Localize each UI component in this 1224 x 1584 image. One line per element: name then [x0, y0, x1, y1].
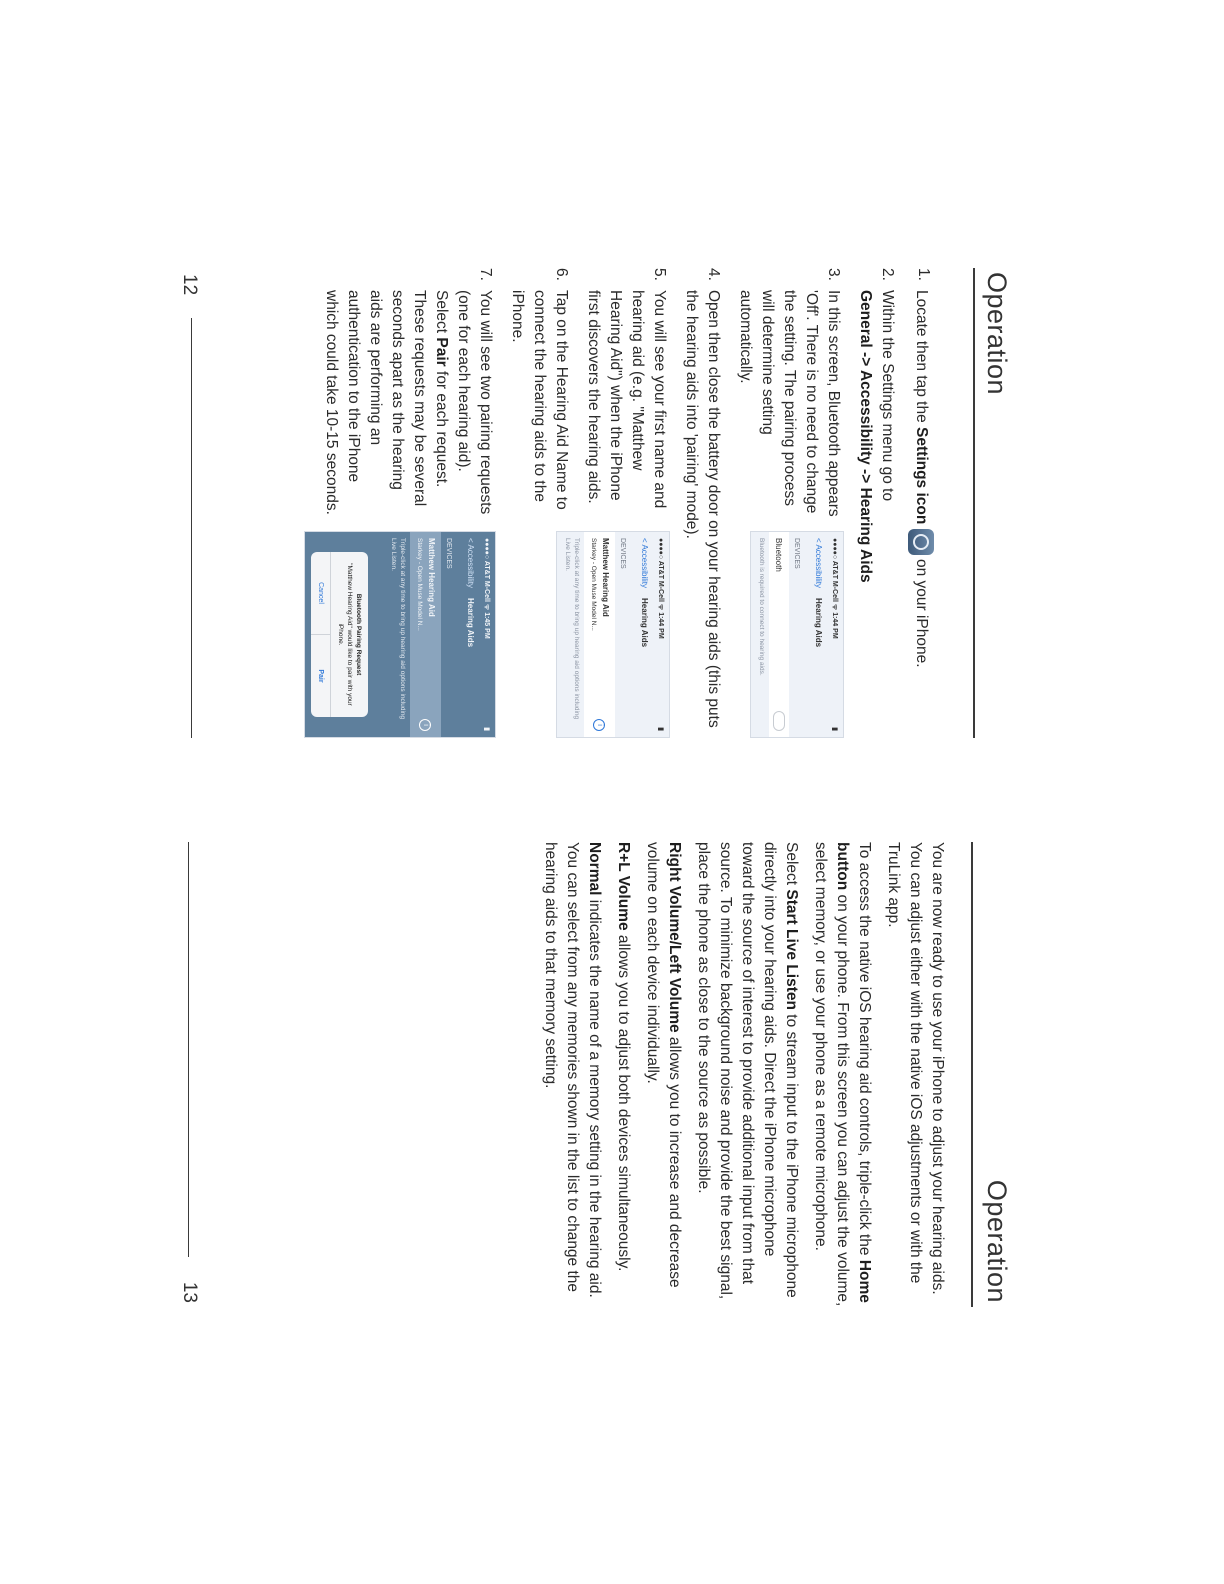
live-listen-paragraph: Select Start Live Listen to stream input to the iPhone microphone directly into your hearing aids. Direct the iPhone microphone toward the source of interest to provide additional input from that source. To minimize background noise and provide the best signal, place the phone as close to the source as possible. — [695, 842, 800, 1300]
back-link[interactable]: < Accessibility — [814, 538, 823, 589]
step-2: 2. Within the Settings menu go to General -> Accessibility -> Hearing Aids — [857, 268, 896, 583]
right-page-body — [532, 842, 948, 1307]
battery-icon: ▮ — [483, 727, 490, 731]
screenshot-bluetooth: ●●●●○ AT&T M-Cell ᯤ 1:44 PM ▮ < AccessibilityHearing Aids DEVICES Bluetooth Bluetooth is required to connect to hearing aids. — [750, 531, 844, 738]
info-icon[interactable]: i — [594, 719, 606, 731]
right-page — [170, 842, 1020, 1307]
pair-button[interactable]: Pair — [311, 634, 330, 717]
left-page-title: Operation — [982, 272, 1012, 396]
intro-paragraph: You are now ready to use your iPhone to adjust your hearing aids. You can adjust either with the native iOS adjustments or with the TruLink app. — [885, 842, 946, 1295]
left-page-number: 12 — [179, 274, 200, 296]
step-3: 3. In this screen, Bluetooth appears 'Off'. There is no need to change the setting. The pairing process will determine setting automatically. — [737, 268, 842, 517]
volume-paragraph: Right Volume/Left Volume allows you to increase and decrease volume on each device individually. — [644, 842, 683, 1288]
battery-icon: ▮ — [831, 727, 838, 731]
battery-icon: ▮ — [657, 727, 664, 731]
step-6: 6. Tap on the Hearing Aid Name to connect the hearing aids to the iPhone. — [509, 268, 570, 510]
normal-paragraph: Normal indicates the name of a memory setting in the hearing aid. You can select from any memories shown in the list to change the hearing aids to that memory setting. — [542, 842, 603, 1298]
step-1: 1. Locate then tap the Settings icon on your iPhone. — [908, 268, 934, 738]
cancel-button[interactable]: Cancel — [317, 582, 324, 604]
bluetooth-row: Bluetooth — [769, 532, 789, 737]
left-page-body — [292, 268, 934, 738]
home-button-paragraph: To access the native iOS hearing aid controls, triple-click the Home button on your phone. From this screen you can adjust the volume, select memory, or use your phone as a remote microphone. — [812, 842, 873, 1307]
screenshot-device-found: ●●●●○ AT&T M-Cell ᯤ 1:44 PM ▮ < AccessibilityHearing Aids DEVICES Matthew Hearing Aid Starkey - Open Muse Model N... i Triple-click at any time to bring up hearing aid options including Live Listen. — [556, 531, 670, 738]
right-page-number: 13 — [179, 1281, 200, 1303]
rl-volume-paragraph: R+L Volume allows you to adjust both devices simultaneously. — [615, 842, 632, 1272]
step-7: 7. You will see two pairing requests (one for each hearing aid). Select Pair for each request. These requests may be several seconds apart as the hearing aids are performing an authentication to the iPhone which could take 10-15 seconds. — [323, 268, 494, 515]
step-4: 4. Open then close the battery door on your hearing aids (this puts the hearing aids into 'pairing' mode). — [683, 268, 722, 728]
steps-list — [317, 268, 934, 738]
settings-icon — [908, 529, 934, 555]
pairing-alert: Bluetooth Pairing Request "Matthew Hearing Aid" would like to pair with your iPhone. Cancel Pair — [311, 552, 368, 717]
step-5: 5. You will see your first name and hearing aid (e.g. "Matthew Hearing Aid") when the iPhone first discovers the hearing aids. — [585, 268, 668, 509]
info-icon[interactable]: i — [420, 719, 432, 731]
left-page — [170, 268, 1020, 738]
screenshot-pairing-request: ●●●●○ AT&T M-Cell ᯤ 1:45 PM ▮ < AccessibilityHearing Aids DEVICES Matthew Hearing Aid Starkey - Open Muse Model N... i Triple-click at any time to bring up hearing aid options including Live Listen. Bluetooth Pairing Request "Matthew Hearing Aid" would like to pair with your iPhone. Cancel Pair — [304, 531, 496, 738]
hearing-aid-row[interactable]: Matthew Hearing Aid Starkey - Open Muse Model N... i — [584, 532, 615, 737]
right-page-title: Operation — [982, 1179, 1012, 1303]
status-bar: ●●●●○ AT&T M-Cell ᯤ 1:44 PM ▮ — [831, 538, 838, 731]
